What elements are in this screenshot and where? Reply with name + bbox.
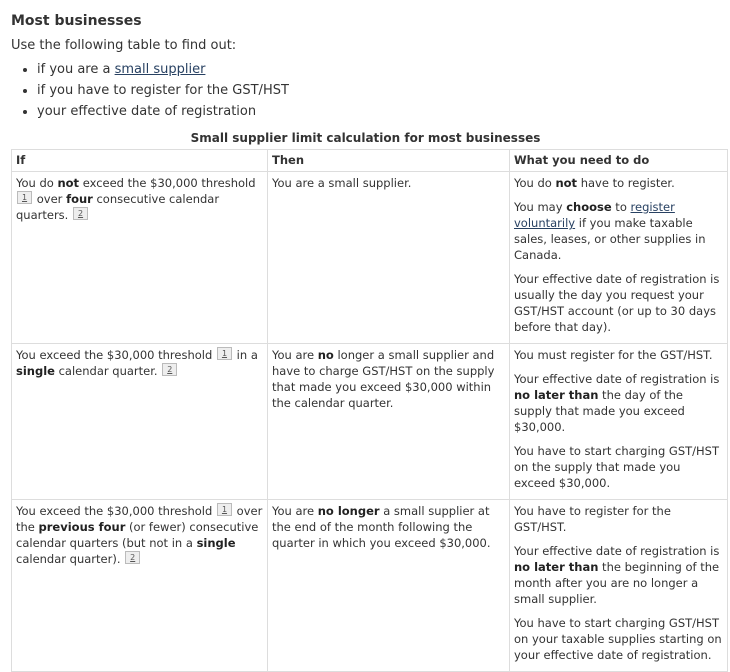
register-voluntarily-link[interactable]: register voluntarily — [514, 200, 675, 230]
header-if: If — [12, 150, 268, 172]
row1-action-2: You may choose to register voluntarily if you make taxable sales, leases, or other supplies in Canada. — [514, 200, 706, 262]
bullet-effective-date: • your effective date of registration — [37, 101, 720, 122]
footnote-2-link[interactable]: 2 — [162, 363, 177, 376]
footnote-1-link[interactable]: 1 — [217, 503, 232, 516]
row1-then-cell: You are a small supplier. — [268, 172, 510, 344]
row2-then-cell: You are no longer a small supplier and have to charge GST/HST on the supply that made you exceed $30,000 within the calendar quarter. — [268, 344, 510, 500]
small-supplier-link[interactable]: small supplier — [114, 62, 206, 77]
table-row — [12, 172, 728, 344]
header-then: Then — [268, 150, 510, 172]
row2-action-3: You have to start charging GST/HST on the supply that made you exceed $30,000. — [514, 444, 719, 490]
footnote-2-link[interactable]: 2 — [125, 551, 140, 564]
small-supplier-table — [11, 149, 728, 672]
bullet-text: if you are a — [37, 62, 115, 77]
table-header-row — [12, 150, 728, 172]
row3-then-cell: You are no longer a small supplier at the end of the month following the quarter in which you exceed $30,000. — [268, 500, 510, 672]
row2-action-1: You must register for the GST/HST. — [514, 348, 713, 362]
row3-action-1: You have to register for the GST/HST. — [514, 504, 671, 534]
footnote-1-link[interactable]: 1 — [17, 191, 32, 204]
row3-action-2: Your effective date of registration is no later than the beginning of the month after you are no longer a small supplier. — [514, 544, 720, 606]
header-what-to-do: What you need to do — [510, 150, 728, 172]
row1-action-1: You do not have to register. — [514, 176, 675, 190]
row1-action-cell — [510, 172, 728, 344]
intro-text: Use the following table to find out: — [11, 38, 237, 53]
row3-action-3: You have to start charging GST/HST on your taxable supplies starting on your effective date of registration. — [514, 616, 722, 662]
row2-action-2: Your effective date of registration is no later than the day of the supply that made you exceed $30,000. — [514, 372, 720, 434]
row2-action-cell — [510, 344, 728, 500]
bullet-register: • if you have to register for the GST/HST — [37, 80, 720, 101]
bullet-list — [11, 59, 720, 122]
row1-if-cell: You do not exceed the $30,000 threshold 1 over four consecutive calendar quarters. 2 — [12, 172, 268, 344]
row1-action-3: Your effective date of registration is usually the day you request your GST/HST account (or up to 30 days before that day). — [514, 272, 720, 334]
footnote-1-link[interactable]: 1 — [217, 347, 232, 360]
bullet-small-supplier — [37, 59, 720, 80]
table-row — [12, 344, 728, 500]
table-caption: Small supplier limit calculation for most businesses — [190, 131, 541, 145]
footnote-2-link[interactable]: 2 — [73, 207, 88, 220]
row3-action-cell — [510, 500, 728, 672]
table-row — [12, 500, 728, 672]
row3-if-cell: You exceed the $30,000 threshold 1 over the previous four (or fewer) consecutive calendar quarters (but not in a single calendar quarter). 2 — [12, 500, 268, 672]
section-heading: Most businesses — [11, 13, 142, 29]
row2-if-cell: You exceed the $30,000 threshold 1 in a single calendar quarter. 2 — [12, 344, 268, 500]
